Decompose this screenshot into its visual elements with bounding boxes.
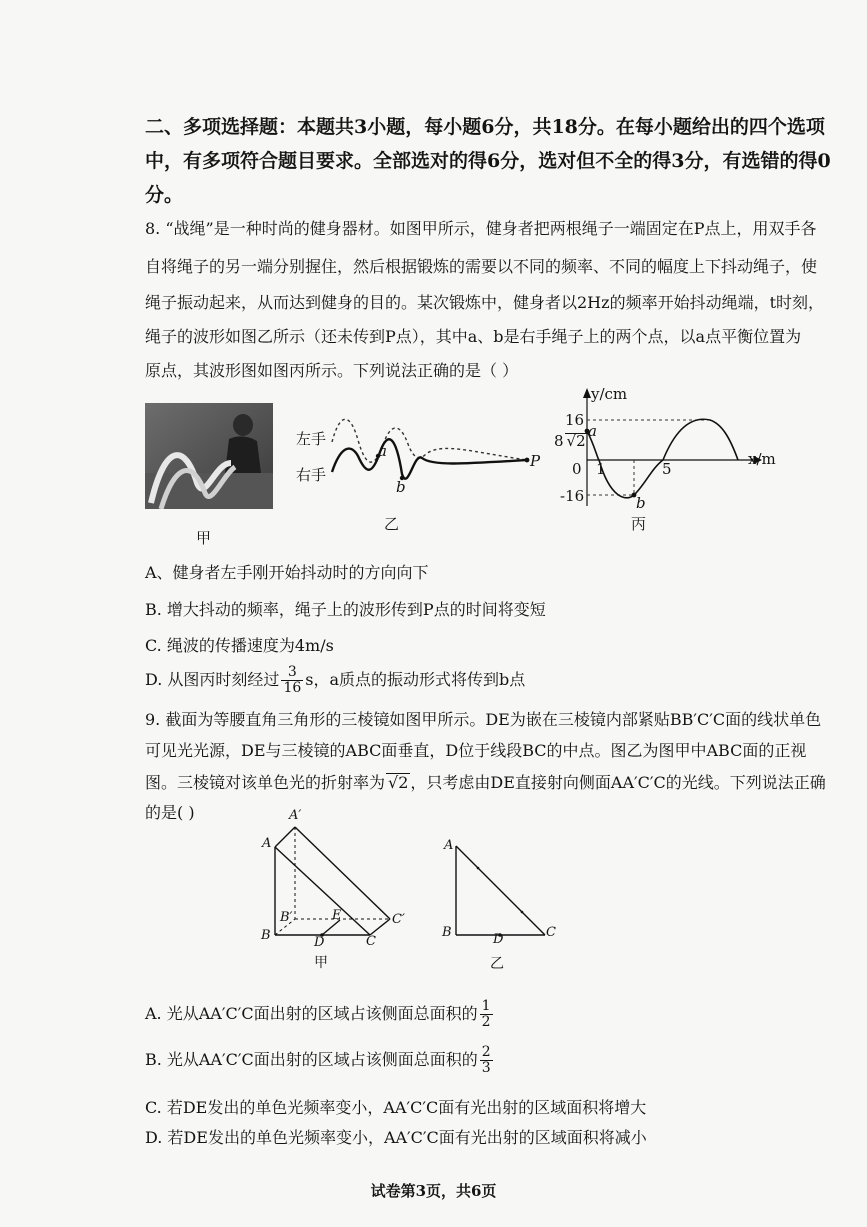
q9-stem-line3-pre: 图。三棱镜对该单色光的折射率为 — [145, 773, 386, 792]
q8-fig-jia-label: 甲 — [196, 529, 212, 547]
q9-stem-line3: 图。三棱镜对该单色光的折射率为 √2 ，只考虑由DE直接射向侧面AA′C′C的光线。下列说法正确 — [145, 773, 826, 792]
q9-jia-label-c: C — [366, 934, 376, 949]
q9-option-a-fraction — [480, 999, 493, 1030]
q9-jia-label-e: E — [332, 908, 342, 923]
q8-option-d-fraction — [281, 665, 303, 696]
q8-graph-y-axis-label: y/cm — [591, 385, 628, 403]
q9-stem-sqrt2: 2 — [398, 773, 409, 792]
q8-rope-point-b: b — [396, 478, 406, 496]
q8-fig-bing-label: 丙 — [631, 515, 647, 533]
q8-stem-line4: 绳子的波形如图乙所示（还未传到P点），其中a、b是右手绳子上的两个点，以a点平衡位置为 — [145, 327, 802, 346]
q8-right-hand-label: 右手 — [296, 466, 327, 484]
q9-yi-label-c: C — [546, 925, 556, 940]
q8-graph-point-b: b — [636, 494, 646, 512]
q9-stem-line1: 9. 截面为等腰直角三角形的三棱镜如图甲所示。DE为嵌在三棱镜内部紧贴BB′C′C面的线状单色 — [145, 710, 822, 729]
q8-graph-point-a: a — [588, 422, 597, 440]
q8-graph-tick-sqrt2: 2 — [576, 432, 586, 450]
q9-fig-jia-label: 甲 — [314, 955, 328, 971]
q8-graph-tick-neg16: -16 — [560, 487, 585, 505]
q8-graph-tick-5: 5 — [662, 460, 672, 478]
q8-rope-point-p: P — [530, 452, 541, 470]
q9-yi-label-a: A — [444, 838, 454, 853]
q8-option-d-denominator: 16 — [283, 680, 302, 696]
q9-jia-label-a1: A′ — [289, 808, 302, 823]
q8-graph-tick-8sqrt2: 8 √2 — [554, 432, 586, 450]
q9-jia-label-c1: C′ — [392, 912, 405, 927]
q9-jia-label-d: D — [314, 935, 325, 950]
q8-option-d-text-post: s，a质点的振动形式将传到b点 — [305, 670, 526, 689]
q9-triangle-figure-yi — [452, 842, 552, 940]
q8-rope-figure — [292, 412, 542, 502]
q9-option-b-numerator: 2 — [481, 1044, 491, 1060]
q8-option-d-numerator: 3 — [281, 665, 303, 681]
page-footer: 试卷第3页，共6页 — [370, 1182, 497, 1200]
q8-graph-tick-1: 1 — [596, 460, 606, 478]
q9-jia-label-b: B — [261, 928, 271, 943]
q8-option-c[interactable]: C. 绳波的传播速度为4m/s — [145, 636, 334, 655]
q9-option-d[interactable]: D. 若DE发出的单色光频率变小，AA′C′C面有光出射的区域面积将减小 — [145, 1128, 647, 1147]
q9-option-b[interactable] — [145, 1042, 495, 1078]
q9-option-c[interactable]: C. 若DE发出的单色光频率变小，AA′C′C面有光出射的区域面积将增大 — [145, 1098, 647, 1117]
q8-option-a[interactable]: A、健身者左手刚开始抖动时的方向向下 — [145, 563, 429, 582]
q9-option-a-text: A. 光从AA′C′C面出射的区域占该侧面总面积的 — [145, 1004, 478, 1023]
q8-photo-jia — [145, 403, 273, 509]
q8-option-d-text-pre: D. 从图丙时刻经过 — [145, 670, 280, 689]
q8-graph-tick-0: 0 — [572, 460, 582, 478]
q8-stem-line3: 绳子振动起来，从而达到健身的目的。某次锻炼中，健身者以2Hz的频率开始抖动绳端，t时刻， — [145, 293, 824, 312]
q8-stem-line2: 自将绳子的另一端分别握住，然后根据锻炼的需要以不同的频率、不同的幅度上下抖动绳子，使 — [145, 257, 818, 276]
q9-fig-yi-label: 乙 — [490, 956, 504, 972]
q9-option-b-fraction — [480, 1045, 493, 1076]
q9-option-a-numerator: 1 — [481, 998, 491, 1014]
q8-wave-graph — [582, 388, 762, 508]
q8-graph-x-axis-label: x/m — [748, 450, 776, 468]
q9-option-a[interactable] — [145, 996, 495, 1032]
q8-rope-point-a: a — [378, 442, 387, 460]
q9-stem-line4: 的是( ) — [145, 803, 195, 822]
q8-stem-line1: 8. “战绳”是一种时尚的健身器材。如图甲所示，健身者把两根绳子一端固定在P点上，用双手各 — [145, 219, 817, 238]
q9-stem-line2: 可见光光源，DE与三棱镜的ABC面垂直，D位于线段BC的中点。图乙为图甲中ABC面的正视 — [145, 741, 807, 760]
section-heading-line3: 分。 — [145, 184, 184, 206]
q9-jia-label-b1: B′ — [280, 910, 293, 925]
q8-option-b[interactable]: B. 增大抖动的频率，绳子上的波形传到P点的时间将变短 — [145, 600, 546, 619]
q9-option-a-denominator: 2 — [481, 1014, 491, 1030]
q9-option-b-denominator: 3 — [481, 1060, 491, 1076]
q8-option-d[interactable] — [145, 664, 525, 696]
q8-stem-line5: 原点，其波形图如图丙所示。下列说法正确的是（ ） — [145, 361, 519, 380]
q8-graph-tick-16: 16 — [565, 411, 585, 429]
q9-stem-line3-post: ，只考虑由DE直接射向侧面AA′C′C的光线。下列说法正确 — [410, 773, 826, 792]
q9-yi-label-d: D — [493, 932, 504, 947]
q9-yi-label-b: B — [442, 925, 452, 940]
q9-option-b-text: B. 光从AA′C′C面出射的区域占该侧面总面积的 — [145, 1050, 478, 1069]
q8-left-hand-label: 左手 — [296, 430, 327, 448]
section-heading-line2: 中，有多项符合题目要求。全部选对的得6分，选对但不全的得3分，有选错的得0 — [145, 150, 831, 172]
q9-jia-label-a: A — [262, 836, 272, 851]
q8-fig-yi-label: 乙 — [384, 515, 400, 533]
section-heading-line1: 二、多项选择题：本题共3小题，每小题6分，共18分。在每小题给出的四个选项 — [145, 116, 825, 138]
q8-graph-tick-8: 8 — [554, 432, 564, 450]
